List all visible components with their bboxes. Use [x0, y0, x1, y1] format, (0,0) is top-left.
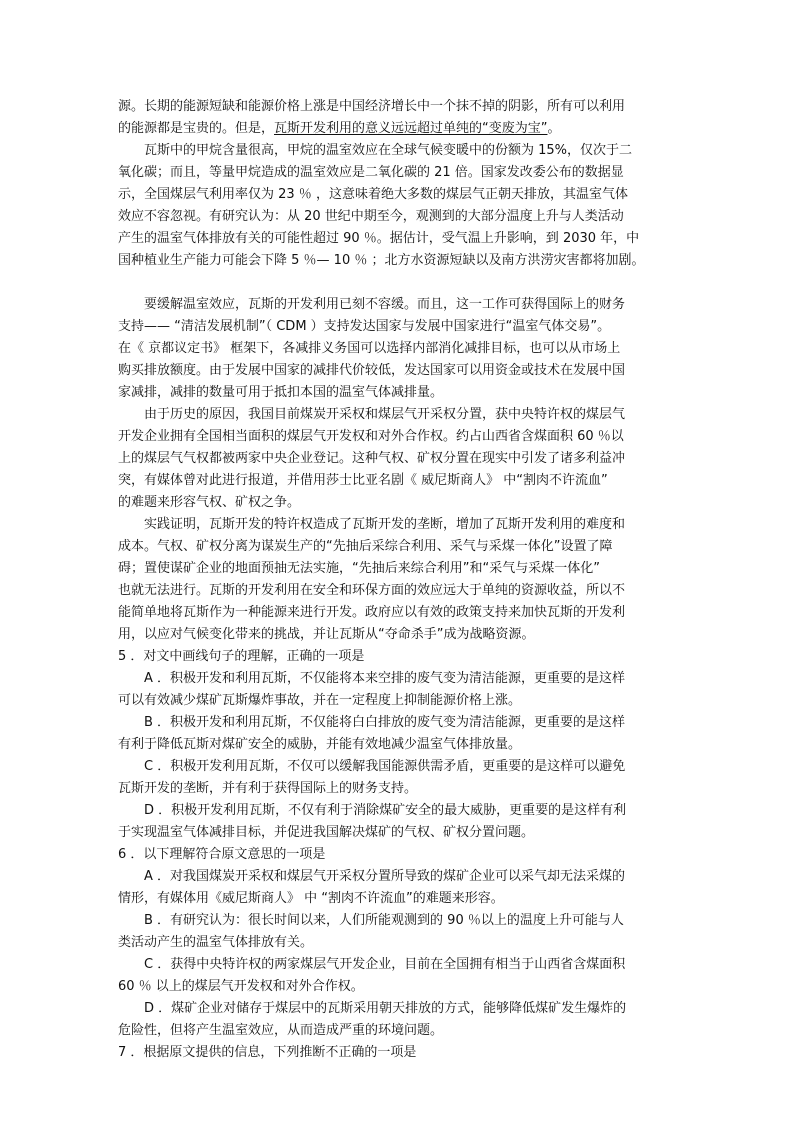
question-stem: 6 ．以下理解符合原文意思的一项是	[118, 847, 326, 862]
question-stem: 7 ．根据原文提供的信息，下列推断不正确的一项是	[118, 1045, 417, 1060]
paragraph-line: 效应不容忽视。有研究认为：从 20 世纪中期至今，观测到的大部分温度上升与人类活动	[118, 209, 624, 224]
paragraph-line: 碍；置使谋矿企业的地面预抽无法实施，“先抽后来综合利用”和“采气与采煤一体化”	[118, 561, 600, 576]
option-a-cont: 情形，有媒体用《威尼斯商人》 中 “割肉不许流血”的难题来形容。	[118, 891, 504, 906]
paragraph-line: 上的煤层气气权都被两家中央企业登记。这种气权、矿权分置在现实中引发了诸多利益冲	[118, 451, 626, 466]
paragraph-line: 突，有媒体曾对此进行报道，并借用莎士比亚名剧《 威尼斯商人》 中“割肉不许流血”	[118, 473, 608, 488]
paragraph-line: 用，以应对气候变化带来的挑战，并让瓦斯从“夺命杀手”成为战略资源。	[118, 627, 535, 642]
document-page	[118, 96, 678, 1064]
option-d-cont: 于实现温室气体减排目标，并促进我国解决煤矿的气权、矿权分置问题。	[118, 825, 535, 840]
text-line: 源。长期的能源短缺和能源价格上涨是中国经济增长中一个抹不掉的阴影，所有可以利用	[118, 99, 626, 114]
text-span: 的能源都是宝贵的。但是，	[118, 121, 275, 136]
option-c-cont: 60 ％ 以上的煤层气开发权和对外合作权。	[118, 979, 364, 994]
paragraph-line: 产生的温室气体排放有关的可能性超过 90 ％。据估计，受气温上升影响，到 2030 年，中	[118, 231, 640, 246]
paragraph-line: 瓦斯中的甲烷含量很高，甲烷的温室效应在全球气候变暖中的份额为 15%，仅次于二	[144, 143, 633, 158]
option-a: A ．积极开发和利用瓦斯，不仅能将本来空排的废气变为清洁能源，更重要的是这样	[144, 671, 626, 686]
paragraph-line: 氧化碳；而且，等量甲烷造成的温室效应是二氧化碳的 21 倍。国家发改委公布的数据显	[118, 165, 624, 180]
option-a-cont: 可以有效减少煤矿瓦斯爆炸事故，并在一定程度上抑制能源价格上涨。	[118, 693, 522, 708]
paragraph-line: 家减排，减排的数量可用于抵扣本国的温室气体减排量。	[118, 385, 444, 400]
option-b: B ．有研究认为：很长时间以来，人们所能观测到的 90 ％以上的温度上升可能与人	[144, 913, 624, 928]
paragraph-line: 也就无法进行。瓦斯的开发利用在安全和环保方面的效应远大于单纯的资源收益，所以不	[118, 583, 626, 598]
paragraph-line: 开发企业拥有全国相当面积的煤层气开发权和对外合作权。约占山西省含煤面积 60 ％以	[118, 429, 624, 444]
option-b-cont: 有利于降低瓦斯对煤矿安全的威胁，并能有效地减少温室气体排放量。	[118, 737, 522, 752]
underlined-sentence: 瓦斯开发利用的意义远远超过单纯的“变废为宝”	[274, 121, 548, 136]
option-c-cont: 瓦斯开发的垄断，并有利于获得国际上的财务支持。	[118, 781, 418, 796]
option-c: C ．获得中央特许权的两家煤层气开发企业，目前在全国拥有相当于山西省含煤面积	[144, 957, 626, 972]
paragraph-line: 在《 京都议定书》 框架下，各减排义务国可以选择内部消化减排目标，也可以从市场上	[118, 341, 621, 356]
option-d: D ．积极开发利用瓦斯，不仅有利于消除煤矿安全的最大威胁，更重要的是这样有利	[144, 803, 627, 818]
paragraph-line: 要缓解温室效应，瓦斯的开发利用已刻不容缓。而且，这一工作可获得国际上的财务	[144, 297, 626, 312]
option-b: B ．积极开发和利用瓦斯，不仅能将白白排放的废气变为清洁能源，更重要的是这样	[144, 715, 626, 730]
option-c: C ．积极开发利用瓦斯，不仅可以缓解我国能源供需矛盾，更重要的是这样可以避免	[144, 759, 626, 774]
paragraph-line: 购买排放额度。由于发展中国家的减排代价较低，发达国家可以用资金或技术在发展中国	[118, 363, 626, 378]
paragraph-line: 能简单地将瓦斯作为一种能源来进行开发。政府应以有效的政策支持来加快瓦斯的开发利	[118, 605, 626, 620]
paragraph-line: 示，全国煤层气利用率仅为 23 ％ ，这意味着绝大多数的煤层气正朝天排放，其温室气体	[118, 187, 628, 202]
paragraph-line: 支持—— “清洁发展机制”（ CDM ）支持发达国家与发展中国家进行“温室气体交易”。	[118, 319, 611, 334]
paragraph-gap	[118, 272, 678, 294]
option-a: A ．对我国煤炭开采权和煤层气开采权分置所导致的煤矿企业可以采气却无法采煤的	[144, 869, 626, 884]
paragraph-line: 国种植业生产能力可能会下降 5 ％— 10 ％ ；北方水资源短缺以及南方洪涝灾害都将加剧。	[118, 253, 645, 268]
text-span: 。	[547, 121, 561, 136]
text-line	[118, 118, 678, 140]
question-stem: 5 ．对文中画线句子的理解，正确的一项是	[118, 649, 365, 664]
option-b-cont: 类活动产生的温室气体排放有关。	[118, 935, 314, 950]
paragraph-line: 由于历史的原因，我国目前煤炭开采权和煤层气开采权分置，获中央特许权的煤层气	[144, 407, 626, 422]
paragraph-line: 成本。气权、矿权分离为谋炭生产的“先抽后采综合利用、采气与采煤一体化”设置了障	[118, 539, 613, 554]
option-d-cont: 危险性，但将产生温室效应，从而造成严重的环境问题。	[118, 1023, 444, 1038]
paragraph-line: 实践证明，瓦斯开发的特许权造成了瓦斯开发的垄断，增加了瓦斯开发利用的难度和	[144, 517, 626, 532]
option-d: D ．煤矿企业对储存于煤层中的瓦斯采用朝天排放的方式，能够降低煤矿发生爆炸的	[144, 1001, 627, 1016]
paragraph-line: 的难题来形容气权、矿权之争。	[118, 495, 301, 510]
